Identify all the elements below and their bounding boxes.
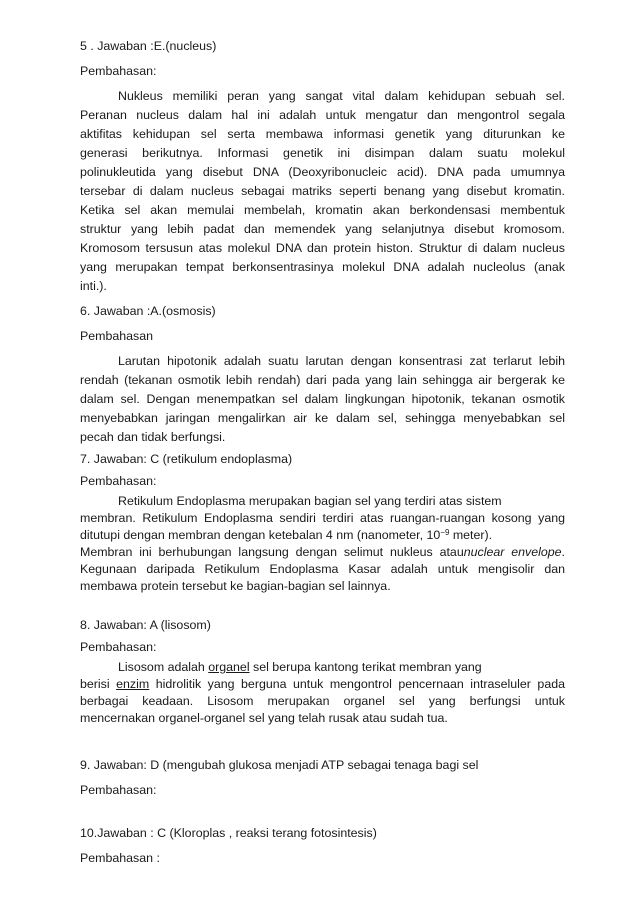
q5-line: Kromosom tersusun atas molekul DNA dan protein histon. Struktur di dalam nucleus xyxy=(80,241,565,255)
q8-line xyxy=(80,676,565,693)
q6-line: Larutan hipotonik adalah suatu larutan dengan konsentrasi zat terlarut lebih xyxy=(118,354,565,368)
q8-line2-rest: hidrolitik yang berguna untuk mengontrol pencernaan intraseluler pada xyxy=(149,677,565,691)
q6-paragraph xyxy=(80,352,565,447)
q7-line4-text: Membran ini berhubungan langsung dengan selimut nukleus atau xyxy=(80,545,464,559)
q7-paragraph xyxy=(80,493,565,595)
q7-answer: 7. Jawaban: C (retikulum endoplasma) xyxy=(80,452,293,466)
q5-label: Pembahasan: xyxy=(80,64,157,78)
q7-line3-text: ditutupi dengan membran dengan ketebalan 4 nm (nanometer, 10 xyxy=(80,528,441,542)
q8-section xyxy=(80,616,565,727)
enzim-link[interactable]: enzim xyxy=(116,677,150,691)
q8-line: mencernakan organel-organel sel yang telah rusak atau sudah tua. xyxy=(80,711,448,725)
q10-label: Pembahasan : xyxy=(80,851,160,865)
q10-answer: 10.Jawaban : C (Kloroplas , reaksi terang fotosintesis) xyxy=(80,826,377,840)
q5-line: yang merupakan tempat berkonsentrasinya molekul DNA adalah nucleolus (anak xyxy=(80,260,565,274)
q5-line: aktifitas kehidupan sel serta membawa informasi genetik yang diturunkan ke xyxy=(80,127,565,141)
q7-line: Kegunaan daripada Retikulum Endoplasma Kasar adalah untuk mengisolir dan xyxy=(80,562,565,576)
q8-line1-rest: sel berupa kantong terikat membran yang xyxy=(249,660,482,674)
q7-exponent: −9 xyxy=(440,528,450,537)
q8-answer: 8. Jawaban: A (lisosom) xyxy=(80,618,211,632)
q7-nuclear-envelope-term: nuclear envelope xyxy=(463,545,562,559)
q8-line2-text: berisi xyxy=(80,677,117,691)
q6-line: menyebabkan jaringan mengalirkan air ke dalam sel, sehingga menyebabkan sel xyxy=(80,411,565,425)
q9-section xyxy=(80,756,565,800)
q7-line: membran. Retikulum Endoplasma sendiri terdiri atas ruangan-ruangan kosong yang xyxy=(80,511,565,525)
q6-line: rendah (tekanan osmotik lebih rendah) dari pada yang lain sehingga air bergerak ke xyxy=(80,373,565,387)
organel-link[interactable]: organel xyxy=(208,660,250,674)
q5-line: polinukleutida yang disebut DNA (Deoxyribonucleic acid). DNA pada umumnya xyxy=(80,165,565,179)
q5-line: Ketika sel akan memulai membelah, kromatin akan berkondensasi membentuk xyxy=(80,203,565,217)
q7-line xyxy=(80,527,565,544)
q5-line: Peranan nucleus dalam hal ini adalah untuk mengatur dan mengontrol segala xyxy=(80,108,565,122)
q6-answer: 6. Jawaban :A.(osmosis) xyxy=(80,304,216,318)
q7-line xyxy=(80,544,565,561)
q5-answer: 5 . Jawaban :E.(nucleus) xyxy=(80,39,217,53)
q7-line: Retikulum Endoplasma merupakan bagian sel yang terdiri atas sistem xyxy=(118,494,502,508)
q8-label: Pembahasan: xyxy=(80,640,157,654)
q7-section xyxy=(80,450,565,595)
q9-label: Pembahasan: xyxy=(80,783,157,797)
q6-line: dalam sel. Dengan menempatkan sel dalam lingkungan hipotonik, tekanan osmotik xyxy=(80,392,565,406)
q5-line: inti.). xyxy=(80,279,107,293)
q10-section xyxy=(80,824,565,868)
q7-line3-unit: meter). xyxy=(449,528,493,542)
q5-line: generasi berikutnya. Informasi genetik ini disimpan dalam suatu molekul xyxy=(80,146,565,160)
q8-line xyxy=(80,659,565,676)
q6-section xyxy=(80,302,565,447)
q5-line: Nukleus memiliki peran yang sangat vital dalam kehidupan sebuah sel. xyxy=(118,89,565,103)
q8-line1-text: Lisosom adalah xyxy=(118,660,209,674)
q6-line: pecah dan tidak berfungsi. xyxy=(80,430,226,444)
q9-answer: 9. Jawaban: D (mengubah glukosa menjadi ATP sebagai tenaga bagi sel xyxy=(80,758,479,772)
q8-paragraph xyxy=(80,659,565,727)
q7-label: Pembahasan: xyxy=(80,474,157,488)
q8-line: berbagai keadaan. Lisosom merupakan organel sel yang berfungsi untuk xyxy=(80,694,565,708)
q5-line: struktur yang lebih padat dan memendek yang selanjutnya disebut kromosom. xyxy=(80,222,565,236)
q5-line: tersebar di dalam nucleus sebagai matriks seperti benang yang disebut kromatin. xyxy=(80,184,565,198)
q5-section xyxy=(80,37,565,296)
q7-line: membawa protein tersebut ke bagian-bagian sel lainnya. xyxy=(80,579,391,593)
q7-line4-end: . xyxy=(561,545,565,559)
q5-paragraph xyxy=(80,87,565,296)
q6-label: Pembahasan xyxy=(80,329,154,343)
